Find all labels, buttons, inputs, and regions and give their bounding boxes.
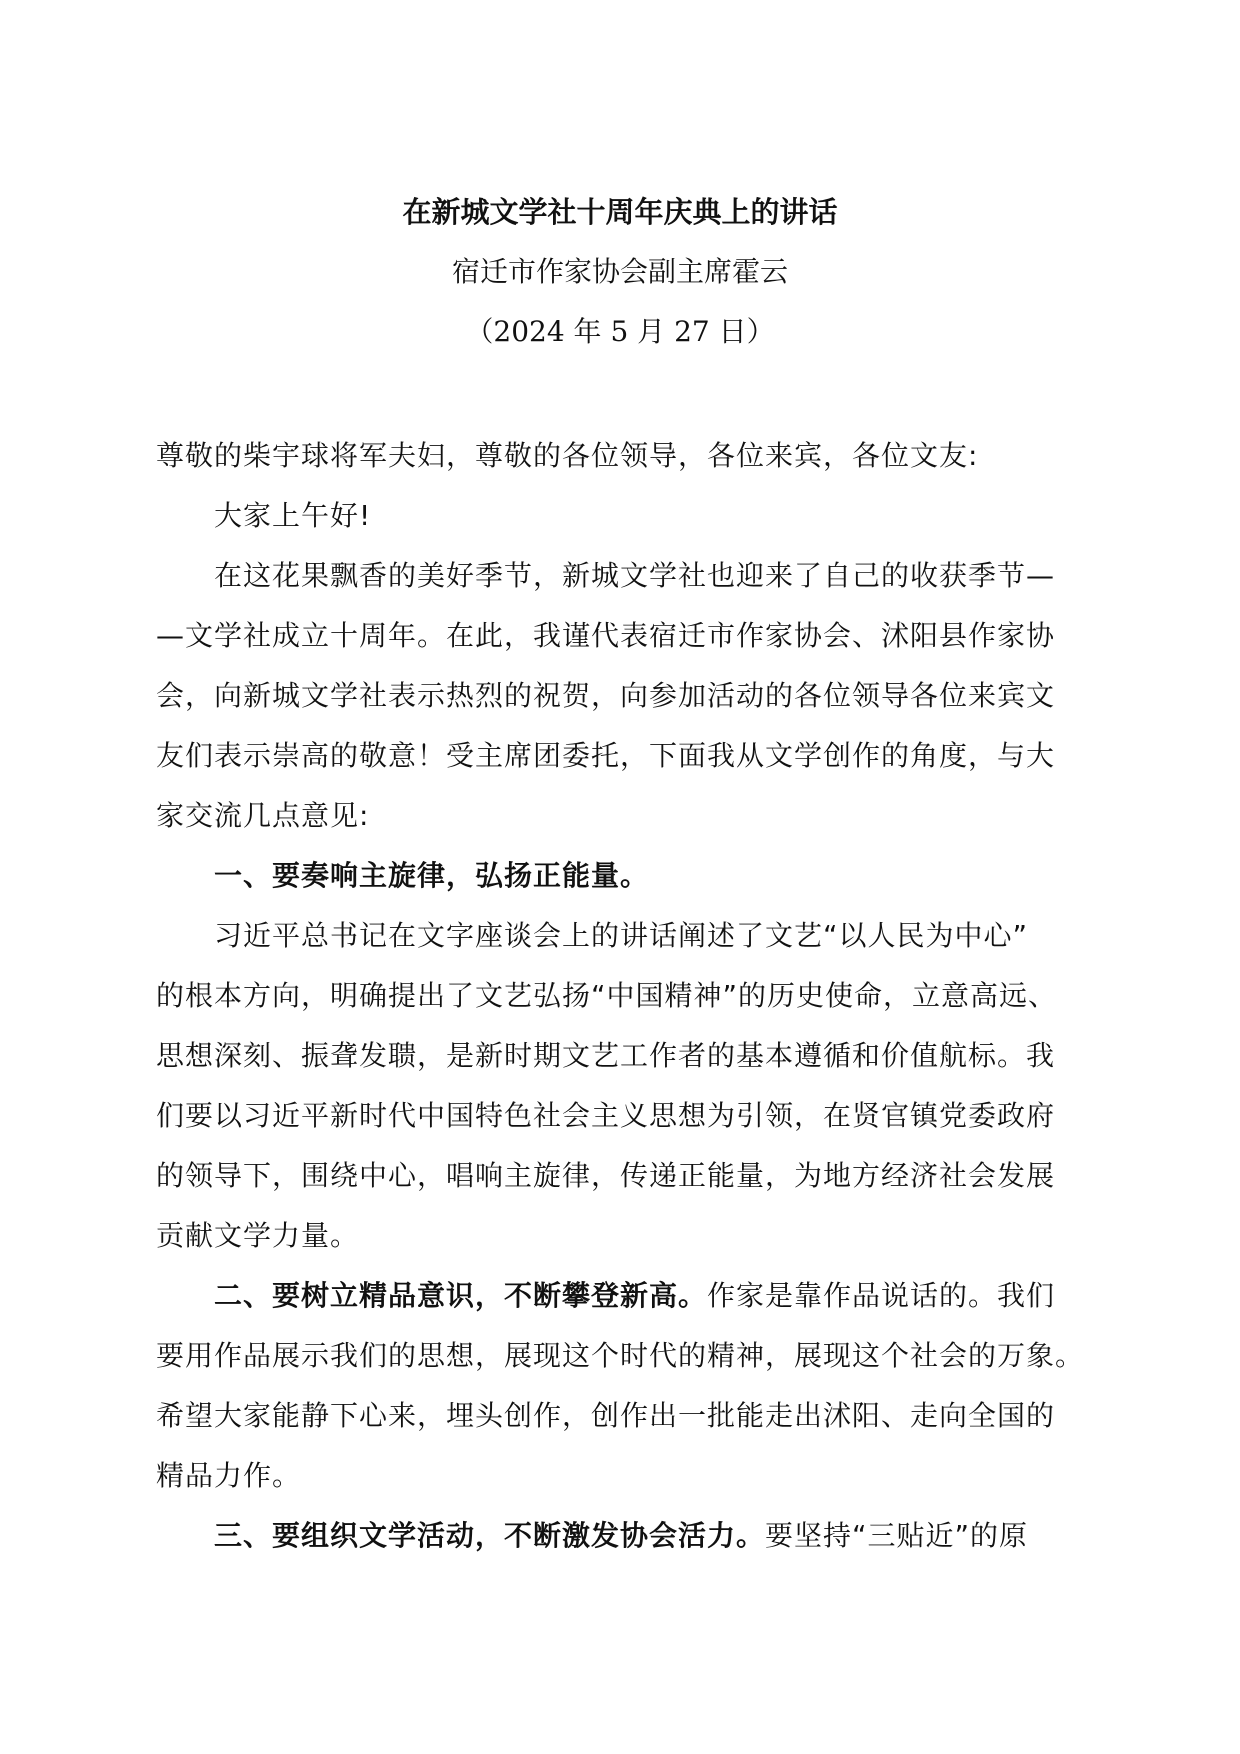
body-text: 大家上午好! [214, 499, 372, 532]
paragraph-line [156, 546, 1116, 606]
document-date: （2024 年 5 月 27 日） [465, 315, 775, 348]
body-text: 们要以习近平新时代中国特色社会主义思想为引领，在贤官镇党委政府 [156, 1099, 1056, 1132]
body-text: 思想深刻、振聋发聩，是新时期文艺工作者的基本遵循和价值航标。我 [156, 1039, 1056, 1072]
paragraph-line [156, 1446, 1116, 1506]
paragraph-line [156, 1086, 1116, 1146]
paragraph-line [156, 1146, 1116, 1206]
body-text: 要坚持“三贴近”的原 [765, 1519, 1029, 1552]
body-text: 的领导下，围绕中心，唱响主旋律，传递正能量，为地方经济社会发展 [156, 1159, 1056, 1192]
paragraph-line [156, 786, 1116, 846]
paragraph-line [156, 726, 1116, 786]
body-text: 会，向新城文学社表示热烈的祝贺，向参加活动的各位领导各位来宾文 [156, 679, 1056, 712]
section-heading-3-line [156, 1506, 1116, 1566]
section-heading-2-line [156, 1266, 1116, 1326]
section-heading-1 [156, 846, 1116, 906]
paragraph-line [156, 606, 1116, 666]
body-text: 习近平总书记在文字座谈会上的讲话阐述了文艺“以人民为中心” [214, 919, 1029, 952]
body-text: 希望大家能静下心来，埋头创作，创作出一批能走出沭阳、走向全国的 [156, 1399, 1056, 1432]
body-text: 精品力作。 [156, 1459, 302, 1492]
document-title: 在新城文学社十周年庆典上的讲话 [402, 195, 838, 229]
paragraph-line [156, 966, 1116, 1026]
salutation-line [156, 426, 1116, 486]
body-text: 贡献文学力量。 [156, 1219, 360, 1252]
greeting-line [156, 486, 1116, 546]
section-heading-2: 二、要树立精品意识，不断攀登新高。 [214, 1279, 708, 1312]
paragraph-line [156, 1326, 1116, 1386]
body-text: 的根本方向，明确提出了文艺弘扬“中国精神”的历史使命，立意高远、 [156, 979, 1058, 1012]
body-text: —文学社成立十周年。在此，我谨代表宿迁市作家协会、沭阳县作家协 [156, 619, 1056, 652]
paragraph-line [156, 1206, 1116, 1266]
body-text: 家交流几点意见: [156, 799, 370, 832]
paragraph-line [156, 906, 1116, 966]
document-author: 宿迁市作家协会副主席霍云 [451, 255, 788, 288]
paragraph-line [156, 1026, 1116, 1086]
heading-text: 一、要奏响主旋律，弘扬正能量。 [214, 859, 650, 892]
section-heading-3: 三、要组织文学活动，不断激发协会活力。 [214, 1519, 766, 1552]
body-text: 友们表示崇高的敬意！受主席团委托，下面我从文学创作的角度，与大 [156, 739, 1056, 772]
body-text: 在这花果飘香的美好季节，新城文学社也迎来了自己的收获季节— [214, 559, 1056, 592]
paragraph-line [156, 1386, 1116, 1446]
body-text: 作家是靠作品说话的。我们 [707, 1279, 1056, 1312]
body-text: 要用作品展示我们的思想，展现这个时代的精神，展现这个社会的万象。 [156, 1339, 1085, 1372]
body-text: 尊敬的柴宇球将军夫妇，尊敬的各位领导，各位来宾，各位文友: [156, 439, 979, 472]
paragraph-line [156, 666, 1116, 726]
document-body [156, 426, 1116, 1566]
